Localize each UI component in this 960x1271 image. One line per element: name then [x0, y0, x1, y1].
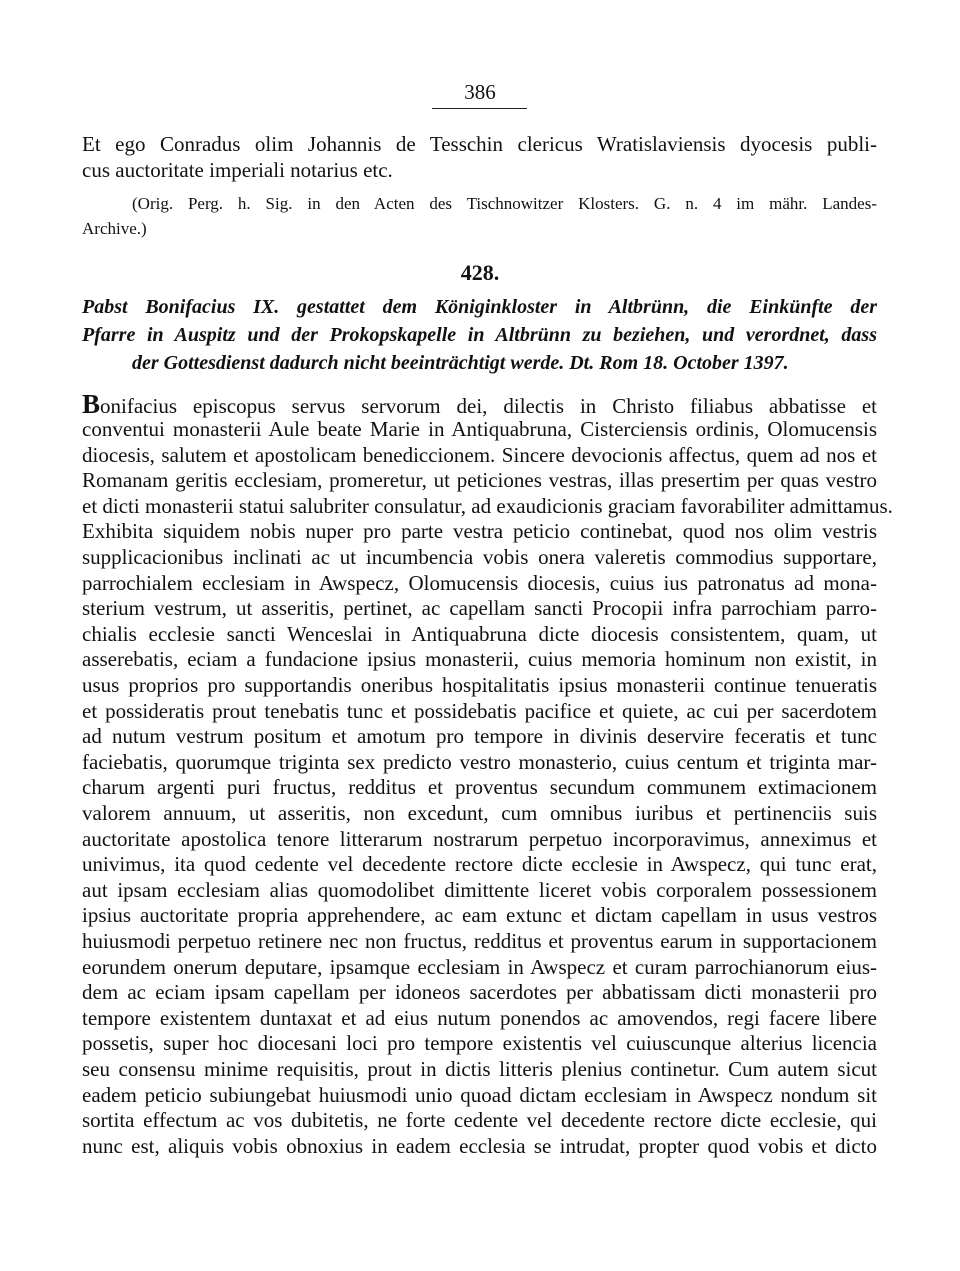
body-line: parrochialem ecclesiam in Awspecz, Olomucensis diocesis, cuius ius patronatus ad mona- — [82, 570, 877, 595]
body-line: supplicacionibus inclinati ac ut incumbencia vobis onera valeretis commodius supportare, — [82, 545, 877, 569]
body-line: sterium vestrum, ut asseritis, pertinet, ac capellam sancti Procopii infra parrochiam parro- — [82, 596, 877, 621]
body-line: nunc est, aliquis vobis obnoxius in eadem ecclesia se intrudat, propter quod vobis et dicto — [82, 1133, 877, 1158]
heading-line-1: Pabst Bonifacius IX. gestattet dem Königinkloster in Altbrünn, die Einkünfte der — [82, 296, 877, 318]
body-line: seu consensu minime requisitis, prout in dictis litteris plenius continetur. Cum autem sicut — [82, 1057, 877, 1081]
heading-line-3: der Gottesdienst dadurch nicht beeinträchtigt werde. Dt. Rom 18. October 1397. — [132, 352, 789, 374]
source-note-line-1: (Orig. Perg. h. Sig. in den Acten des Tischnowitzer Klosters. G. n. 4 im mähr. Landes- — [132, 194, 877, 213]
body-line-first — [82, 391, 877, 419]
body-line: ad nutum vestrum positum et amotum pro tempore in divinis deservire feceratis et tunc — [82, 724, 877, 749]
intro-line-1: Et ego Conradus olim Johannis de Tesschin clericus Wratislaviensis dyocesis publi- — [82, 132, 877, 156]
body-line: faciebatis, quorumque triginta sex predicto vestro monasterio, cuius centum et triginta mar- — [82, 749, 877, 774]
body-line: possetis, super hoc diocesani loci pro tempore existentis vel cuiuscunque alterius licencia — [82, 1031, 877, 1056]
body-line: sortita effectum ac vos dubitetis, ne forte cedente vel decedente rectore dicte ecclesie, qui — [82, 1108, 877, 1133]
body-first-line-text: onifacius episcopus servus servorum dei, dilectis in Christo filiabus abbatisse et — [100, 394, 877, 418]
intro-line-2: cus auctoritate imperiali notarius etc. — [82, 158, 393, 182]
body-line: Romanam geritis ecclesiam, promeretur, ut peticiones vestras, illas presertim per quas vestro — [82, 468, 877, 493]
source-note-line-2: Archive.) — [82, 219, 147, 238]
body-line: aut ipsam ecclesiam alias quomodolibet dimittente liceret vobis corporalem possessionem — [82, 877, 877, 902]
body-line: eadem peticio subiungebat huiusmodi unio quoad dictam ecclesiam in Awspecz nondum sit — [82, 1082, 877, 1107]
heading-line-2: Pfarre in Auspitz und der Prokopskapelle in Altbrünn zu beziehen, und verordnet, dass — [82, 324, 877, 346]
document-number: 428. — [460, 260, 500, 285]
body-line: charum argenti puri fructus, redditus et proventus secundum communem extimacionem — [82, 775, 877, 800]
body-line: chialis ecclesie sancti Wenceslai in Antiquabruna dicte diocesis consistentem, quam, ut — [82, 621, 877, 646]
body-line: tempore existentem duntaxat et ad eius nutum ponendos ac amovendos, regi facere libere — [82, 1005, 877, 1030]
body-line: usus proprios pro supportandis oneribus hospitalitatis ipsius monasterii continue tenueratis — [82, 673, 877, 697]
body-line: dem ac eciam ipsam capellam per idoneos sacerdotes per abbatissam dicti monasterii pro — [82, 980, 877, 1005]
body-line: et possideratis prout tenebatis tunc et possidebatis pacifice et quiete, ac cui per sacerdotem — [82, 698, 877, 723]
body-line: valorem annuum, ut asseritis, non excedunt, cum omnibus iuribus et pertinenciis suis — [82, 801, 877, 825]
body-line: et dicti monasterii statui salubriter consulatur, ad exaudicionis graciam favorabiliter admittamus. — [82, 493, 893, 518]
body-line: huiusmodi perpetuo retinere nec non fructus, redditus et proventus earum in supportacionem — [82, 929, 877, 953]
body-line: conventui monasterii Aule beate Marie in Antiquabruna, Cisterciensis ordinis, Olomucensis — [82, 417, 877, 441]
page-number: 386 — [464, 80, 496, 104]
body-line: diocesis, salutem et apostolicam benediccionem. Sincere devocionis affectus, quem ad nos et — [82, 442, 877, 467]
body-line: auctoritate apostolica tenore litterarum nostrarum perpetuo incorporavimus, anneximus et — [82, 826, 877, 851]
drop-initial: B — [82, 389, 101, 419]
page-number-rule — [432, 108, 527, 109]
body-line: eorundem onerum deputare, ipsamque ecclesiam in Awspecz et curam parrochianorum eius- — [82, 954, 877, 979]
body-line: asserebatis, eciam a fundacione ipsius monasterii, cuius memoria hominum non existit, in — [82, 647, 877, 672]
body-line: Exhibita siquidem nobis nuper pro parte vestra peticio continebat, quod nos olim vestris — [82, 519, 877, 544]
body-line: univimus, ita quod cedente vel decedente rectore dicte ecclesie in Awspecz, qui tunc erat, — [82, 852, 877, 877]
body-line: ipsius auctoritate propria apprehendere, ac eam extunc et dictam capellam in usus vestros — [82, 903, 877, 928]
